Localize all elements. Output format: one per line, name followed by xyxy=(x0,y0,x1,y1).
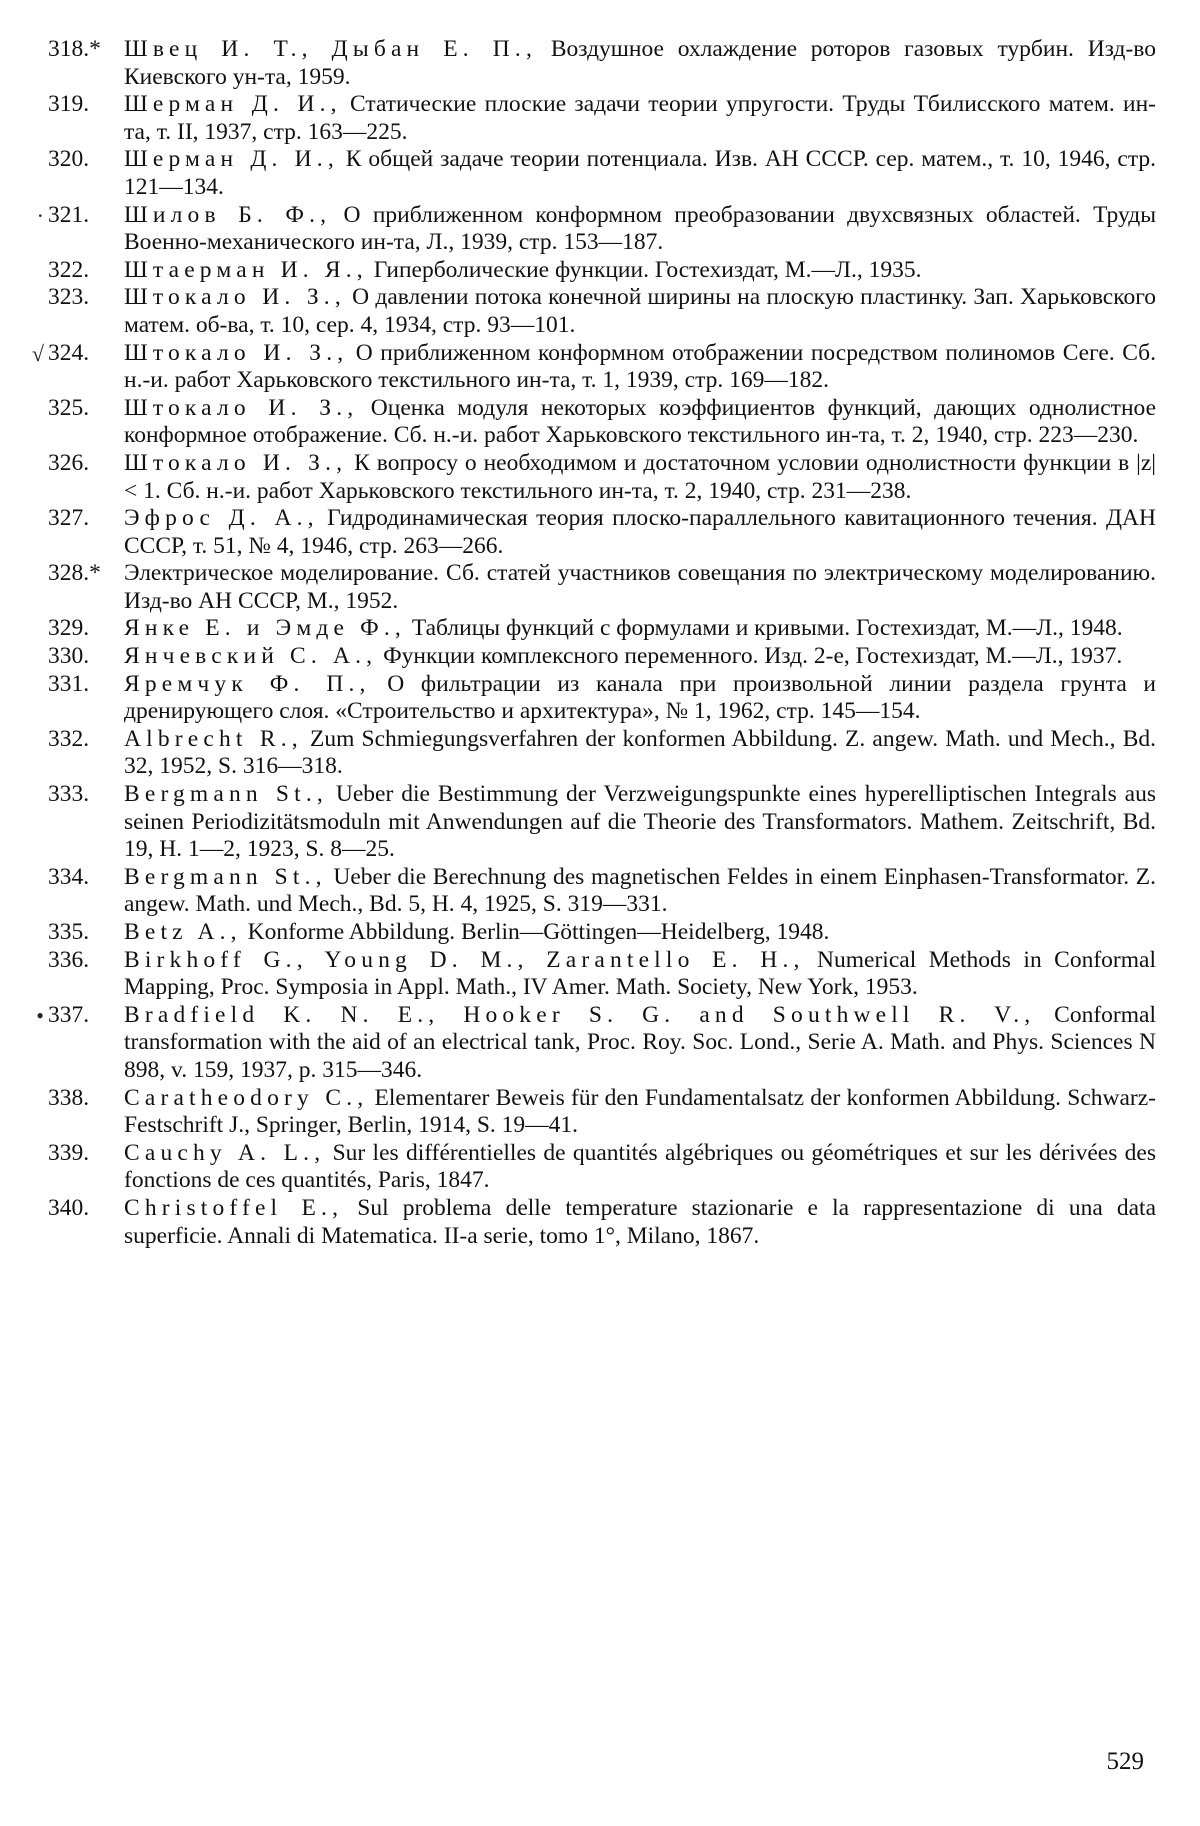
reference-author: Штокало И. З., xyxy=(124,394,359,421)
reference-text xyxy=(124,1085,1160,1140)
reference-entry xyxy=(20,505,1160,560)
reference-citation: Таблицы функций с формулами и кривыми. Гостехиздат, М.—Л., 1948. xyxy=(405,615,1123,642)
reference-text xyxy=(124,257,1160,285)
reference-author: Янчевский С. А., xyxy=(124,643,378,670)
reference-author: Янке Е. и Эмде Ф., xyxy=(124,615,406,642)
reference-number: 331. xyxy=(48,670,90,697)
reference-citation: Elementarer Beweis für den Fundamentalsatz der konformen Abbildung. Schwarz-Festschrift J., Springer, Berlin, 1914, S. 19—41. xyxy=(124,1084,1156,1139)
reference-text xyxy=(124,781,1160,864)
reference-number: 321. xyxy=(48,201,90,228)
reference-text xyxy=(124,340,1160,395)
reference-author: Штокало И. З., xyxy=(124,284,346,311)
margin-mark: · xyxy=(36,202,44,228)
reference-entry xyxy=(20,671,1160,726)
reference-citation: Оценка модуля некоторых коэффициентов функций, дающих однолистное конформное отображение. Сб. н.-и. работ Харьковского текстильного ин-та, т. 2, 1940, стр. 223—230. xyxy=(124,394,1156,449)
reference-author: Шерман Д. И., xyxy=(124,91,342,118)
reference-citation: Воздушное охлаждение роторов газовых турбин. Изд-во Киевского ун-та, 1959. xyxy=(124,36,1156,90)
reference-author: Christoffel E., xyxy=(124,1194,344,1221)
reference-entry xyxy=(20,340,1160,395)
reference-text xyxy=(124,864,1160,919)
reference-entry xyxy=(20,284,1160,339)
reference-number: 336. xyxy=(48,946,90,973)
reference-text xyxy=(124,947,1160,1002)
reference-author: Bergmann St., xyxy=(124,781,328,808)
reference-text xyxy=(124,450,1160,505)
reference-text xyxy=(124,146,1160,201)
reference-author: Albrecht R., xyxy=(124,725,303,752)
reference-citation: Konforme Abbildung. Berlin—Göttingen—Heidelberg, 1948. xyxy=(241,919,830,945)
reference-author: Штокало И. З., xyxy=(124,449,348,476)
reference-author: Эфрос Д. А., xyxy=(124,505,319,532)
reference-author: Bergmann St., xyxy=(124,863,327,890)
reference-citation: Статические плоские задачи теории упругости. Труды Тбилисского матем. ин-та, т. II, 1937, стр. 163—225. xyxy=(124,91,1156,145)
reference-number: 327. xyxy=(48,505,90,532)
reference-entry xyxy=(20,1140,1160,1195)
reference-citation: Sul problema delle temperature stazionarie e la rappresentazione di una data superficie. Annali di Matematica. II-a serie, tomo 1°, Milano, 1867. xyxy=(124,1194,1156,1249)
reference-author: Шилов Б. Ф., xyxy=(124,201,332,228)
reference-entry xyxy=(20,395,1160,450)
reference-entry xyxy=(20,726,1160,781)
reference-text xyxy=(124,284,1160,339)
reference-number: 335. xyxy=(48,919,90,945)
reference-author: Betz A., xyxy=(124,919,242,945)
reference-citation: О фильтрации из канала при произвольной линии раздела грунта и дренирующего слоя. «Строительство и архитектура», № 1, 1962, стр. 145—154. xyxy=(124,670,1156,725)
reference-text xyxy=(124,1002,1160,1085)
reference-entry xyxy=(20,919,1160,947)
reference-author: Штокало И. З., xyxy=(124,339,349,366)
reference-text xyxy=(124,202,1160,257)
reference-entry xyxy=(20,146,1160,201)
reference-author: Caratheodory C., xyxy=(124,1084,369,1111)
reference-author: Яремчук Ф. П., xyxy=(124,670,371,697)
reference-number: 319. xyxy=(48,91,90,118)
reference-entry xyxy=(20,1195,1160,1250)
reference-citation: Numerical Methods in Conformal Mapping, Proc. Symposia in Appl. Math., IV Amer. Math. Society, New York, 1953. xyxy=(124,946,1156,1001)
reference-list xyxy=(20,36,1160,1250)
page-number: 529 xyxy=(1106,1748,1144,1775)
reference-number: 318.* xyxy=(48,36,101,62)
reference-number: 328.* xyxy=(48,560,101,587)
reference-number: 322. xyxy=(48,256,90,283)
reference-citation: Ueber die Berechnung des magnetischen Feldes in einem Einphasen-Transformator. Z. angew. Math. und Mech., Bd. 5, H. 4, 1925, S. 319—331. xyxy=(124,863,1156,918)
margin-mark: • xyxy=(36,1002,44,1028)
reference-citation: Sur les différentielles de quantités algébriques ou géométriques et sur les dérivées des fonctions de ces quantités, Paris, 1847. xyxy=(124,1139,1156,1194)
reference-citation: К вопросу о необходимом и достаточном условии однолистности функции в |z| < 1. Сб. н.-и. работ Харьковского текстильного ин-та, т. 2, 1940, стр. 231—238. xyxy=(124,449,1156,504)
reference-number: 340. xyxy=(48,1194,90,1221)
reference-number: 330. xyxy=(48,643,90,670)
reference-citation: Conformal transformation with the aid of an electrical tank, Proc. Roy. Soc. Lond., Serie A. Math. and Phys. Sciences N 898, v. 159, 1937, p. 315—346. xyxy=(124,1001,1156,1083)
reference-entry xyxy=(20,91,1160,146)
reference-text xyxy=(124,505,1160,560)
reference-text xyxy=(124,919,1160,947)
reference-text xyxy=(124,1195,1160,1250)
reference-number: 323. xyxy=(48,284,90,311)
reference-author: Cauchy A. L., xyxy=(124,1139,326,1166)
reference-entry xyxy=(20,1085,1160,1140)
reference-text xyxy=(124,395,1160,450)
reference-citation: Гиперболические функции. Гостехиздат, М.—Л., 1935. xyxy=(367,256,922,283)
reference-text xyxy=(124,726,1160,781)
reference-citation: Электрическое моделирование. Сб. статей участников совещания по электрическому моделированию. Изд-во АН СССР, М., 1952. xyxy=(124,560,1156,614)
reference-author: Штаерман И. Я., xyxy=(124,256,368,283)
reference-citation: Функции комплексного переменного. Изд. 2-е, Гостехиздат, М.—Л., 1937. xyxy=(377,643,1123,670)
reference-number: 333. xyxy=(48,781,90,808)
reference-number: 325. xyxy=(48,394,90,421)
reference-entry xyxy=(20,560,1160,615)
reference-entry xyxy=(20,36,1160,91)
reference-author: Birkhoff G., Young D. M., Zarantello E. H., xyxy=(124,946,805,973)
reference-number: 334. xyxy=(48,863,90,890)
reference-text xyxy=(124,643,1160,671)
reference-text xyxy=(124,91,1160,146)
reference-citation: О приближенном конформном преобразовании двухсвязных областей. Труды Военно-механического ин-та, Л., 1939, стр. 153—187. xyxy=(124,201,1156,256)
reference-entry xyxy=(20,450,1160,505)
reference-entry xyxy=(20,615,1160,643)
reference-entry xyxy=(20,257,1160,285)
reference-citation: Zum Schmiegungsverfahren der konformen Abbildung. Z. angew. Math. und Mech., Bd. 32, 1952, S. 316—318. xyxy=(124,725,1156,780)
reference-text xyxy=(124,1140,1160,1195)
reference-citation: О давлении потока конечной ширины на плоскую пластинку. Зап. Харьковского матем. об-ва, т. 10, сер. 4, 1934, стр. 93—101. xyxy=(124,284,1156,338)
reference-entry xyxy=(20,947,1160,1002)
reference-entry xyxy=(20,1002,1160,1085)
reference-entry xyxy=(20,643,1160,671)
reference-author: Швец И. Т., Дыбан Е. П., xyxy=(124,36,538,62)
reference-number: 320. xyxy=(48,146,90,173)
margin-mark: √ xyxy=(31,340,44,366)
reference-text xyxy=(124,615,1160,643)
reference-author: Bradfield K. N. E., Hooker S. G. and Southwell R. V., xyxy=(124,1001,1036,1028)
reference-number: 332. xyxy=(48,725,90,752)
reference-entry xyxy=(20,864,1160,919)
reference-citation: К общей задаче теории потенциала. Изв. АН СССР. сер. матем., т. 10, 1946, стр. 121—134. xyxy=(124,146,1157,200)
reference-entry xyxy=(20,781,1160,864)
reference-text xyxy=(124,36,1160,91)
reference-author: Шерман Д. И., xyxy=(124,146,339,173)
reference-citation: О приближенном конформном отображении посредством полиномов Сеге. Сб. н.-и. работ Харьковского текстильного ин-та, т. 1, 1939, стр. 169—182. xyxy=(124,339,1157,394)
reference-citation: Ueber die Bestimmung der Verzweigungspunkte eines hyperelliptischen Integrals aus seinen Periodizitätsmoduln mit Anwendungen auf die Theorie des Transformators. Mathem. Zeitschrift, Bd. 19, H. 1—2, 1923, S. 8—25. xyxy=(124,781,1156,863)
reference-text xyxy=(124,560,1160,615)
reference-number: 329. xyxy=(48,615,90,642)
reference-entry xyxy=(20,202,1160,257)
reference-number: 337. xyxy=(48,1001,90,1028)
reference-number: 324. xyxy=(48,339,90,366)
reference-number: 326. xyxy=(48,449,90,476)
reference-number: 339. xyxy=(48,1139,90,1166)
reference-number: 338. xyxy=(48,1084,90,1111)
reference-citation: Гидродинамическая теория плоско-параллельного кавитационного течения. ДАН СССР, т. 51, № 4, 1946, стр. 263—266. xyxy=(124,505,1156,559)
reference-text xyxy=(124,671,1160,726)
